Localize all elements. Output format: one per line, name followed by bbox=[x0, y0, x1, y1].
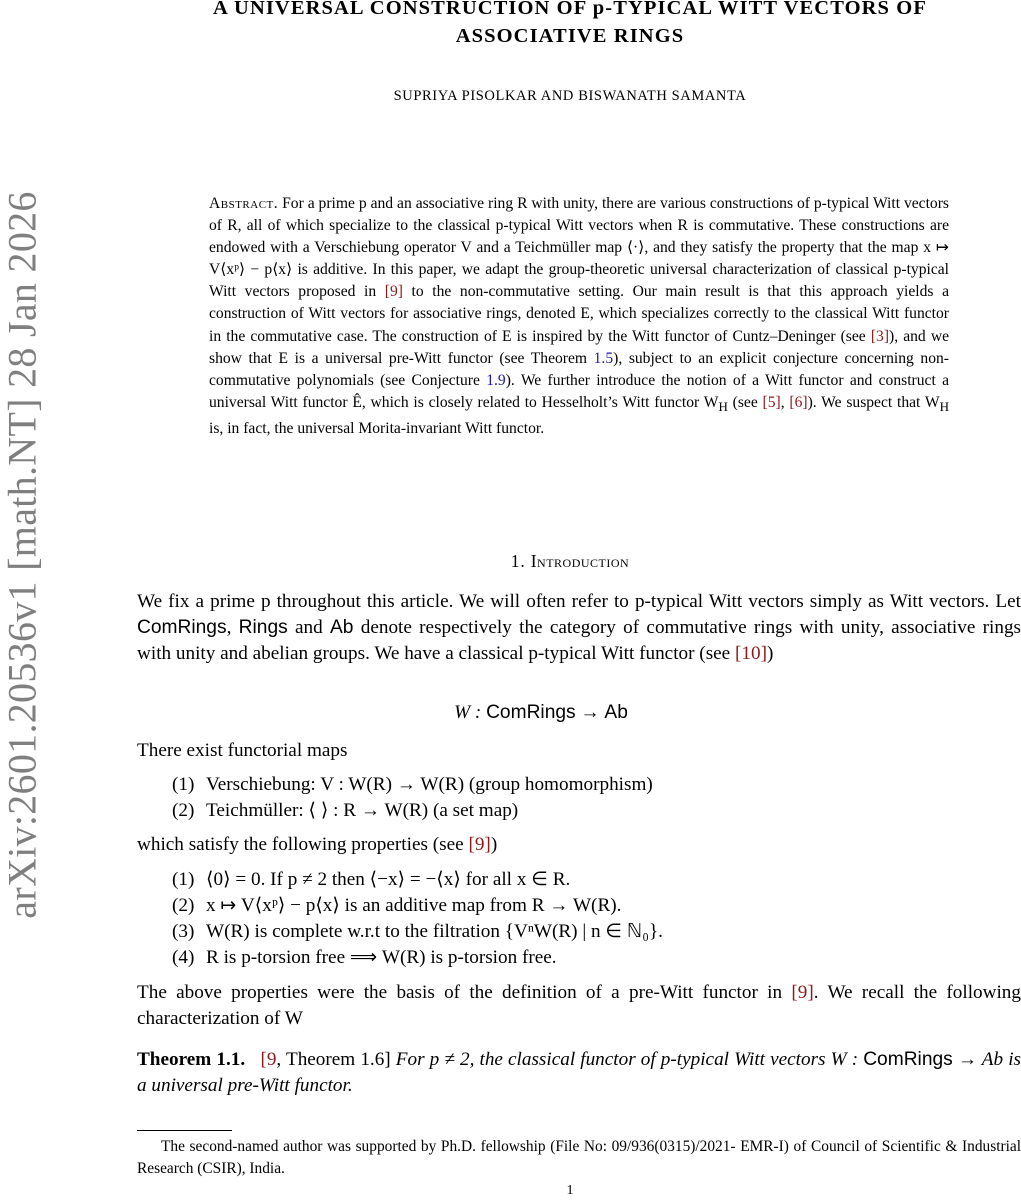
list-item: (2) x ↦ V⟨xᵖ⟩ − p⟨x⟩ is an additive map from R → W(R). bbox=[172, 895, 622, 916]
category-ab: Ab bbox=[329, 617, 354, 638]
theorem-ref-1-5[interactable]: 1.5 bbox=[593, 349, 614, 367]
citation-9[interactable]: 9 bbox=[266, 1049, 277, 1070]
category-rings: Rings bbox=[238, 617, 288, 638]
arxiv-identifier-stamp: arXiv:2601.20536v1 [math.NT] 28 Jan 2026 bbox=[0, 191, 45, 919]
recall-paragraph: The above properties were the basis of the definition of a pre-Witt functor in [9]. We recall the following characterization of W bbox=[137, 982, 1021, 1029]
conjecture-ref-1-9[interactable]: 1.9 bbox=[486, 371, 506, 389]
properties-list bbox=[172, 867, 1021, 971]
list-item: (4) R is p-torsion free ⟹ W(R) is p-torsion free. bbox=[172, 947, 557, 968]
citation-5[interactable]: [5] bbox=[762, 393, 781, 411]
paper-title bbox=[120, 0, 1020, 50]
list-item: (1) Verschiebung: V : W(R) → W(R) (group homomorphism) bbox=[172, 774, 653, 795]
functorial-maps-list bbox=[172, 772, 1021, 824]
author-list: SUPRIYA PISOLKAR AND BISWANATH SAMANTA bbox=[393, 88, 747, 104]
section-title: Introduction bbox=[530, 551, 630, 571]
section-number: 1. bbox=[510, 551, 526, 571]
properties-intro: which satisfy the following properties (see [9]) bbox=[137, 834, 498, 855]
title-line-1: A UNIVERSAL CONSTRUCTION OF p-TYPICAL WITT VECTORS OF bbox=[213, 0, 927, 19]
citation-6[interactable]: [6] bbox=[789, 393, 808, 411]
theorem-label: Theorem 1.1. bbox=[137, 1049, 246, 1070]
intro-paragraph: We fix a prime p throughout this article. We will often refer to p-typical Witt vectors simply as Witt vectors. Let ComRings, Rings and Ab denote respectively the category of commutative rings with unity, associative rings with unity and abelian groups. We have a classical p-typical Witt functor (see [10]) bbox=[137, 591, 1021, 664]
page-number: 1 bbox=[566, 1183, 574, 1198]
list-item: (3) W(R) is complete w.r.t to the filtration {VⁿW(R) | n ∈ ℕ₀}. bbox=[172, 921, 663, 942]
section-heading bbox=[120, 551, 1020, 572]
citation-9[interactable]: [9] bbox=[468, 834, 491, 855]
citation-9[interactable]: [9] bbox=[791, 982, 814, 1003]
display-equation: W : ComRings → Ab bbox=[454, 702, 628, 723]
theorem-1-1: Theorem 1.1. [9, Theorem 1.6] For p ≠ 2, the classical functor of p-typical Witt vectors W : ComRings → Ab is a universal pre-Witt functor. bbox=[137, 1049, 1021, 1096]
functorial-maps-intro: There exist functorial maps bbox=[137, 740, 348, 761]
category-comrings: ComRings bbox=[137, 617, 227, 638]
footnote-divider bbox=[137, 1130, 232, 1131]
citation-3[interactable]: [3] bbox=[870, 327, 890, 345]
list-item: (1) ⟨0⟩ = 0. If p ≠ 2 then ⟨−x⟩ = −⟨x⟩ for all x ∈ R. bbox=[172, 869, 571, 890]
citation-9[interactable]: [9] bbox=[384, 283, 403, 301]
abstract-label: Abstract. bbox=[209, 195, 279, 212]
list-item: (2) Teichmüller: ⟨ ⟩ : R → W(R) (a set map) bbox=[172, 800, 519, 821]
title-line-2: ASSOCIATIVE RINGS bbox=[455, 25, 685, 47]
citation-10[interactable]: [10] bbox=[735, 643, 767, 664]
abstract: Abstract. For a prime p and an associative ring R with unity, there are various constructions of p-typical Witt vectors of R, all of which specialize to the classical p-typical Witt vectors when R is commutative. These constructions are endowed with a Verschiebung operator V and a Teichmüller map ⟨·⟩, and they satisfy the property that the map x ↦ V⟨xᵖ⟩ − p⟨x⟩ is additive. In this paper, we adapt the group-theoretic universal characterization of classical p-typical Witt vectors proposed in [9] to the non-commutative setting. Our main result is that this approach yields a construction of Witt vectors for associative rings, denoted E, which specializes correctly to the classical Witt functor in the commutative case. The construction of E is inspired by the Witt functor of Cuntz–Deninger (see [3]), and we show that E is a universal pre-Witt functor (see Theorem 1.5), subject to an explicit conjecture concerning non-commutative polynomials (see Conjecture 1.9). We further introduce the notion of a Witt functor and construct a universal Witt functor Ê, which is closely related to Hesselholt’s Witt functor $W_H$ (see [5], [6]). We suspect that $W_H$ is, in fact, the universal Morita-invariant Witt functor. bbox=[209, 195, 950, 438]
footnote: The second-named author was supported by Ph.D. fellowship (File No: 09/936(0315)/2021- EMR-I) of Council of Scientific & Industrial Research (CSIR), India. bbox=[137, 1138, 1021, 1177]
